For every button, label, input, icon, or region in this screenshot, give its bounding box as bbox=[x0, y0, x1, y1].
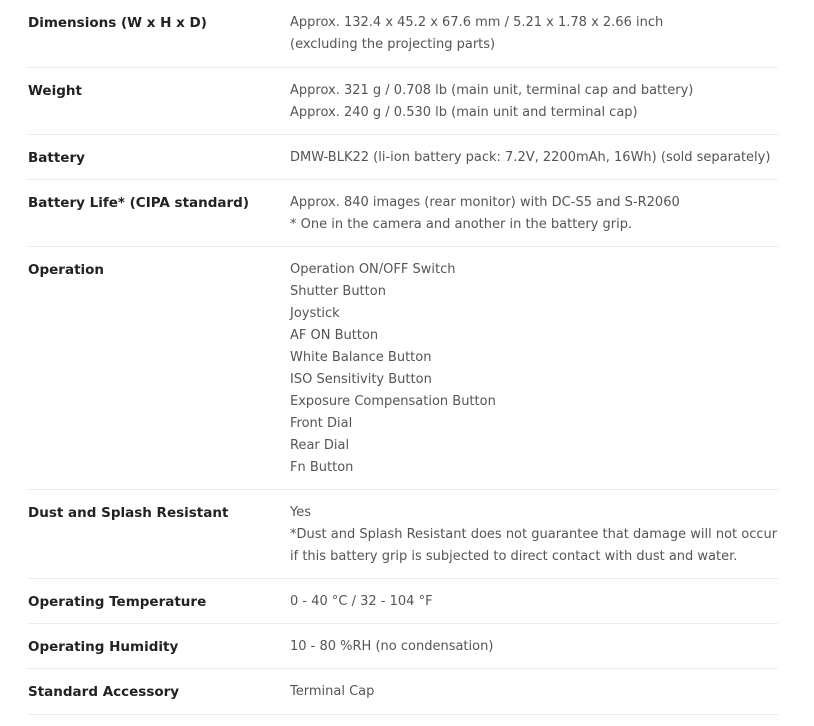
spec-value-operating-temperature bbox=[290, 591, 778, 623]
spec-line: Terminal Cap bbox=[290, 684, 375, 699]
spec-value-weight bbox=[290, 80, 778, 134]
spec-line: 10 - 80 %RH (no condensation) bbox=[290, 639, 494, 654]
spec-label-battery: Battery bbox=[28, 150, 85, 166]
spec-label-weight: Weight bbox=[28, 83, 82, 99]
spec-label-operating-humidity: Operating Humidity bbox=[28, 639, 179, 655]
spec-table bbox=[28, 0, 778, 715]
spec-value-standard-accessory bbox=[290, 681, 778, 714]
spec-label-operating-temperature: Operating Temperature bbox=[28, 594, 207, 610]
spec-row-standard-accessory bbox=[28, 669, 778, 715]
spec-row-dust-splash bbox=[28, 490, 778, 579]
spec-line: Fn Button bbox=[290, 460, 354, 475]
spec-line: ISO Sensitivity Button bbox=[290, 372, 432, 387]
spec-row-operating-humidity bbox=[28, 624, 778, 669]
spec-line: Approx. 321 g / 0.708 lb (main unit, terminal cap and battery) bbox=[290, 83, 694, 98]
spec-label-dimensions: Dimensions (W x H x D) bbox=[28, 15, 207, 31]
spec-line: White Balance Button bbox=[290, 350, 432, 365]
spec-line: Joystick bbox=[290, 306, 340, 321]
spec-label-battery-life: Battery Life* (CIPA standard) bbox=[28, 195, 250, 211]
spec-label-dust-splash: Dust and Splash Resistant bbox=[28, 505, 229, 521]
spec-value-dust-splash bbox=[290, 502, 778, 578]
spec-line: DMW-BLK22 (li-ion battery pack: 7.2V, 2200mAh, 16Wh) (sold separately) bbox=[290, 150, 771, 165]
spec-row-battery bbox=[28, 135, 778, 180]
spec-value-operating-humidity bbox=[290, 636, 778, 668]
spec-label-operation: Operation bbox=[28, 262, 105, 278]
spec-line: * One in the camera and another in the battery grip. bbox=[290, 217, 633, 232]
spec-row-dimensions bbox=[28, 0, 778, 68]
spec-line: (excluding the projecting parts) bbox=[290, 37, 496, 52]
spec-line: Shutter Button bbox=[290, 284, 386, 299]
spec-row-operation bbox=[28, 247, 778, 490]
spec-line: Approx. 132.4 x 45.2 x 67.6 mm / 5.21 x 1.78 x 2.66 inch bbox=[290, 15, 664, 30]
spec-row-weight bbox=[28, 68, 778, 135]
spec-value-battery-life bbox=[290, 192, 778, 246]
spec-line: Approx. 240 g / 0.530 lb (main unit and terminal cap) bbox=[290, 105, 638, 120]
spec-line: Approx. 840 images (rear monitor) with DC-S5 and S-R2060 bbox=[290, 195, 680, 210]
spec-value-dimensions bbox=[290, 12, 778, 67]
spec-value-battery bbox=[290, 147, 778, 179]
spec-value-operation bbox=[290, 259, 778, 489]
spec-line: Exposure Compensation Button bbox=[290, 394, 496, 409]
spec-line: Front Dial bbox=[290, 416, 353, 431]
spec-line: AF ON Button bbox=[290, 328, 379, 343]
spec-row-battery-life bbox=[28, 180, 778, 247]
spec-line: Operation ON/OFF Switch bbox=[290, 262, 456, 277]
spec-line: *Dust and Splash Resistant does not guarantee that damage will not occur if this battery grip is subjected to direct contact with dust and water. bbox=[290, 527, 778, 564]
spec-label-standard-accessory: Standard Accessory bbox=[28, 684, 180, 700]
spec-line: Rear Dial bbox=[290, 438, 350, 453]
spec-line: Yes bbox=[290, 505, 311, 520]
spec-line: 0 - 40 °C / 32 - 104 °F bbox=[290, 594, 433, 609]
spec-row-operating-temperature bbox=[28, 579, 778, 624]
